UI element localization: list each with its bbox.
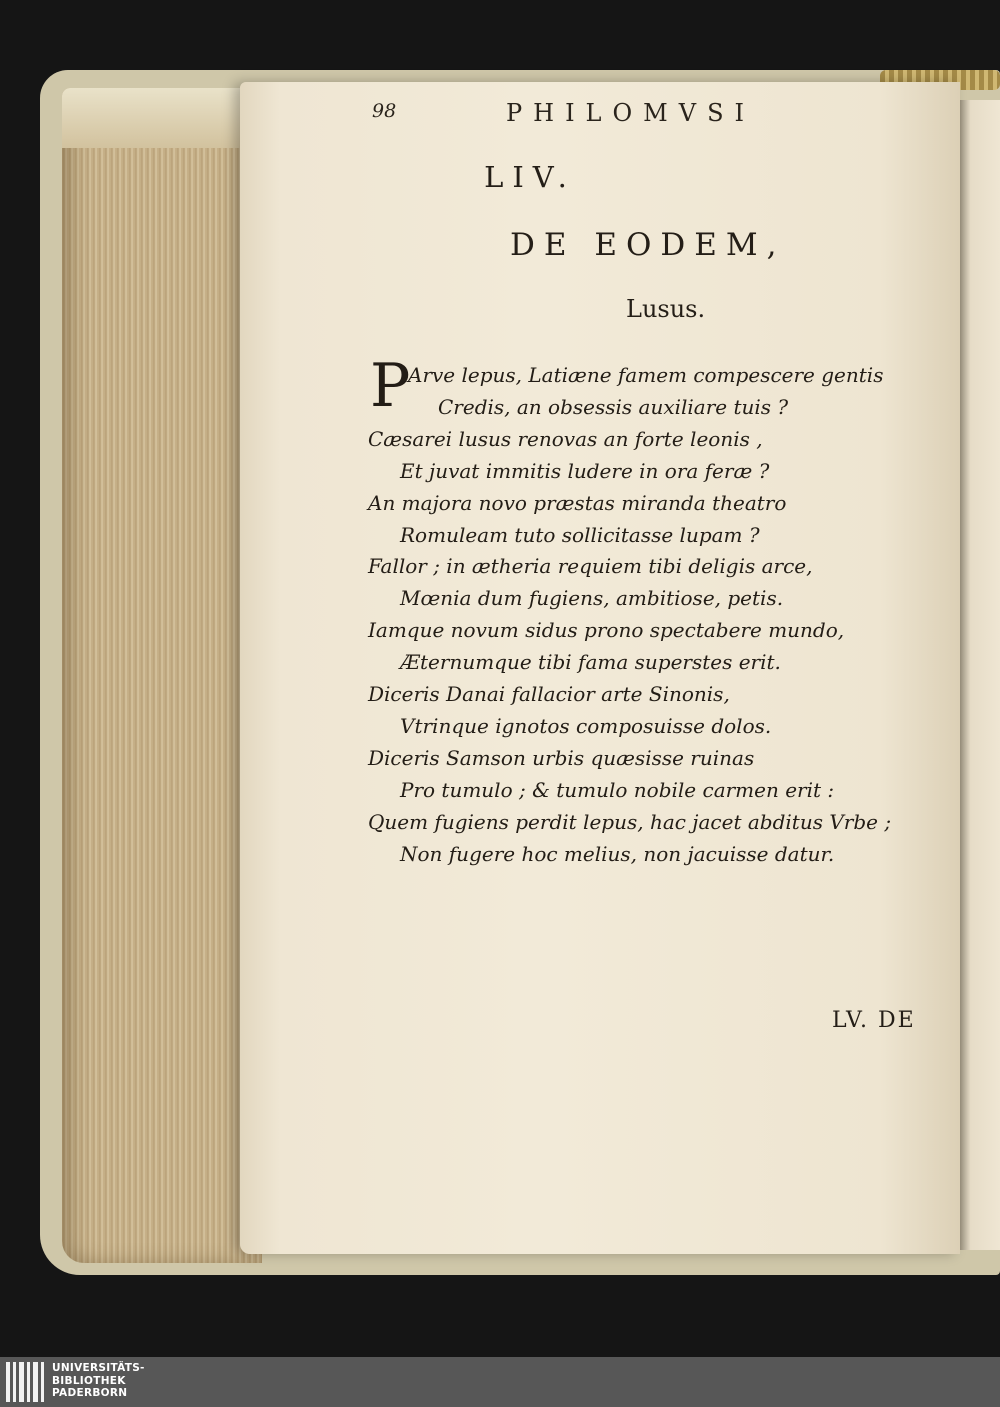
- verse-line: Pro tumulo ; & tumulo nobile carmen erit :: [400, 777, 835, 802]
- facing-page-edge: [958, 100, 1000, 1250]
- verse-line: Arve lepus, Latiæne famem compescere gentis: [408, 363, 884, 387]
- poem-title: DE EODEM,: [510, 227, 786, 263]
- library-name: [52, 1362, 145, 1400]
- verse-line: Diceris Danai fallacior arte Sinonis,: [368, 682, 730, 707]
- library-logo-icon: [6, 1362, 46, 1402]
- library-name-line: PADERBORN: [52, 1387, 128, 1399]
- verse-line: Diceris Samson urbis quæsisse ruinas: [368, 745, 755, 770]
- verse-line: Romuleam tuto sollicitasse lupam ?: [400, 522, 760, 547]
- section-number: LIV.: [484, 160, 576, 194]
- verse-line: Mœnia dum fugiens, ambitiose, petis.: [400, 586, 784, 611]
- page-stack-edge: [62, 88, 262, 1263]
- running-head: PHILOMVSI: [506, 99, 755, 127]
- catchword: LV. DE: [832, 1008, 916, 1033]
- verse-line: Et juvat immitis ludere in ora feræ ?: [400, 458, 770, 483]
- verse-line: Non fugere hoc melius, non jacuisse datur.: [400, 841, 835, 866]
- verse-line: An majora novo præstas miranda theatro: [368, 490, 787, 515]
- footer-bar: [0, 1357, 1000, 1407]
- verse-line: Fallor ; in ætheria requiem tibi deligis arce,: [368, 554, 813, 579]
- library-name-line: UNIVERSITÄTS-: [52, 1362, 145, 1374]
- drop-cap: P: [370, 351, 411, 421]
- poem-subtitle: Lusus.: [626, 295, 706, 323]
- verse-line: Iamque novum sidus prono spectabere mundo,: [368, 618, 845, 643]
- verse-line: Quem fugiens perdit lepus, hac jacet abditus Vrbe ;: [368, 809, 892, 834]
- poem-verse: [368, 360, 948, 871]
- verse-line: Æternumque tibi fama superstes erit.: [400, 650, 781, 675]
- verse-line: Credis, an obsessis auxiliare tuis ?: [438, 394, 789, 419]
- page-number: 98: [372, 100, 397, 122]
- verse-line: Vtrinque ignotos composuisse dolos.: [400, 713, 772, 738]
- library-name-line: BIBLIOTHEK: [52, 1374, 126, 1387]
- verse-line: Cæsarei lusus renovas an forte leonis ,: [368, 426, 763, 451]
